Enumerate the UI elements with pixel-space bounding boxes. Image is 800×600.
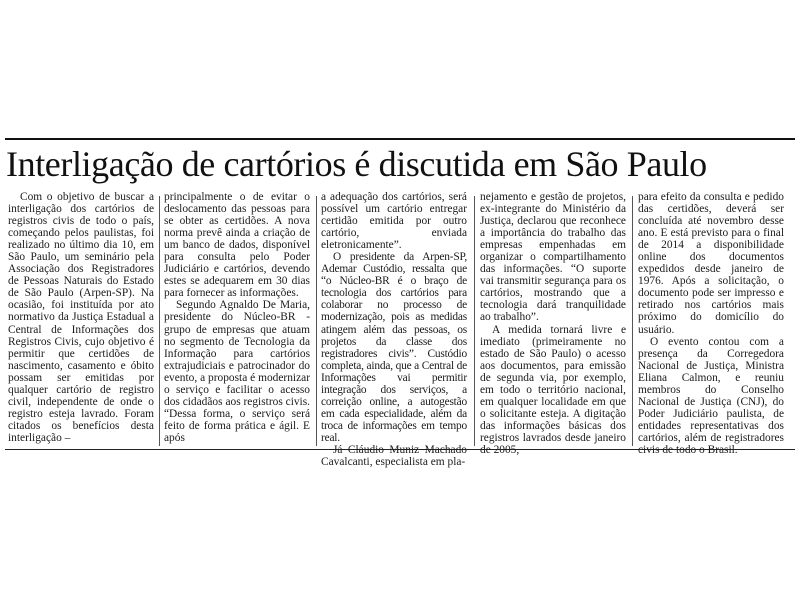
column-3 (321, 191, 467, 468)
paragraph: O evento contou com a presença da Corregedora Nacional de Justiça, Ministra Eliana Calmon, e reuniu membros do Conselho Nacional de Justiça (CNJ), do Poder Judiciário paulista, de entidades representativas dos cartórios, além de registradores (638, 335, 784, 444)
paragraph: A medida tornará livre e imediato (primeiramente no estado de São Paulo) o acesso aos documentos, para emissão de segunda via, por exemplo, em todo o território nacional, em qualquer localidade em que o solicitante esteja. A digitação das informações básicas dos registros lavrados desde janeiro (480, 323, 626, 444)
paragraph: Com o objetivo de buscar a interligação dos cartórios de registros civis de todo o país, começando pelos paulistas, foi realizado no último dia 10, em São Paulo, um seminário pela Associação dos Registradores de Pessoas Naturais do Estado de São Paulo (Arpen-SP). Na ocasião, foi instituída por ato normativo da Justiça Estadual a Central de Informações dos Registros Civis, cujo objetivo é permitir que certidões de nascimento, casamento e óbito possam ser emitidas por qualquer cartório de registro civil, independente de onde o registro esteja lavrado. Foram citados os benefícios desta interligação – (8, 191, 154, 444)
column-1 (8, 191, 154, 444)
paragraph: para efeito da consulta e pedido das certidões, deverá ser concluída até novembro desse ano. E está previsto para o final de 2014 a disponibilidade online dos documentos expedidos desde janeiro de 1976. Após a solicitação, o documento pode ser impresso e retirado nos cartórios mais próximo do domicílio do usuário. (638, 191, 784, 336)
paragraph: principalmente o de evitar o deslocamento das pessoas para se obter as certidões. A nova norma prevê ainda a criação de um banco de dados, disponível para consulta pelo Poder Judiciário e cartórios, devendo estes se adequarem em 30 dias para fornecer as informações. (164, 191, 310, 300)
paragraph: nejamento e gestão de projetos, ex-integrante do Ministério da Justiça, declarou que reconhece a importância do trabalho das empresas empenhadas em organizar o compartilhamento das informações. “O suporte vai transmitir segurança para os cartórios, mostrando que a tecnologia dará tranquilidade ao trabalho”. (480, 191, 626, 324)
column-2 (164, 191, 310, 444)
bottom-rule (5, 449, 795, 450)
column-divider (632, 196, 633, 446)
column-divider (316, 196, 317, 446)
column-divider (159, 196, 160, 446)
column-5 (638, 191, 784, 456)
paragraph: Segundo Agnaldo De Maria, presidente do Núcleo-BR - grupo de empresas que atuam no segmento de Tecnologia da Informação para cartórios extrajudiciais e patrocinador do evento, a proposta é modernizar o serviço e facilitar o acesso dos cidadãos aos registros civis. “Dessa forma, o serviço será feito de forma prática e ágil. E após (164, 299, 310, 444)
column-divider (474, 196, 475, 446)
paragraph: a adequação dos cartórios, será possível um cartório entregar certidão emitida por outro cartório, enviada eletronicamente”. (321, 191, 467, 252)
headline: Interligação de cartórios é discutida em São Paulo (6, 144, 707, 184)
paragraph: O presidente da Arpen-SP, Ademar Custódio, ressalta que “o Núcleo-BR é o braço de tecnologia dos cartórios para colaborar no processo de modernização, pois as medidas atingem além das pessoas, os projetos da classe dos registradores civis”. Custódio completa, ainda, que a Central de Informações vai permitir integração dos serviços, a correição online, a autogestão em cada especialidade, além da troca de informações em tempo real. (321, 251, 467, 444)
column-4 (480, 191, 626, 456)
top-rule (5, 138, 795, 140)
paragraph: Cavalcanti, especialista em pla- (321, 456, 466, 469)
